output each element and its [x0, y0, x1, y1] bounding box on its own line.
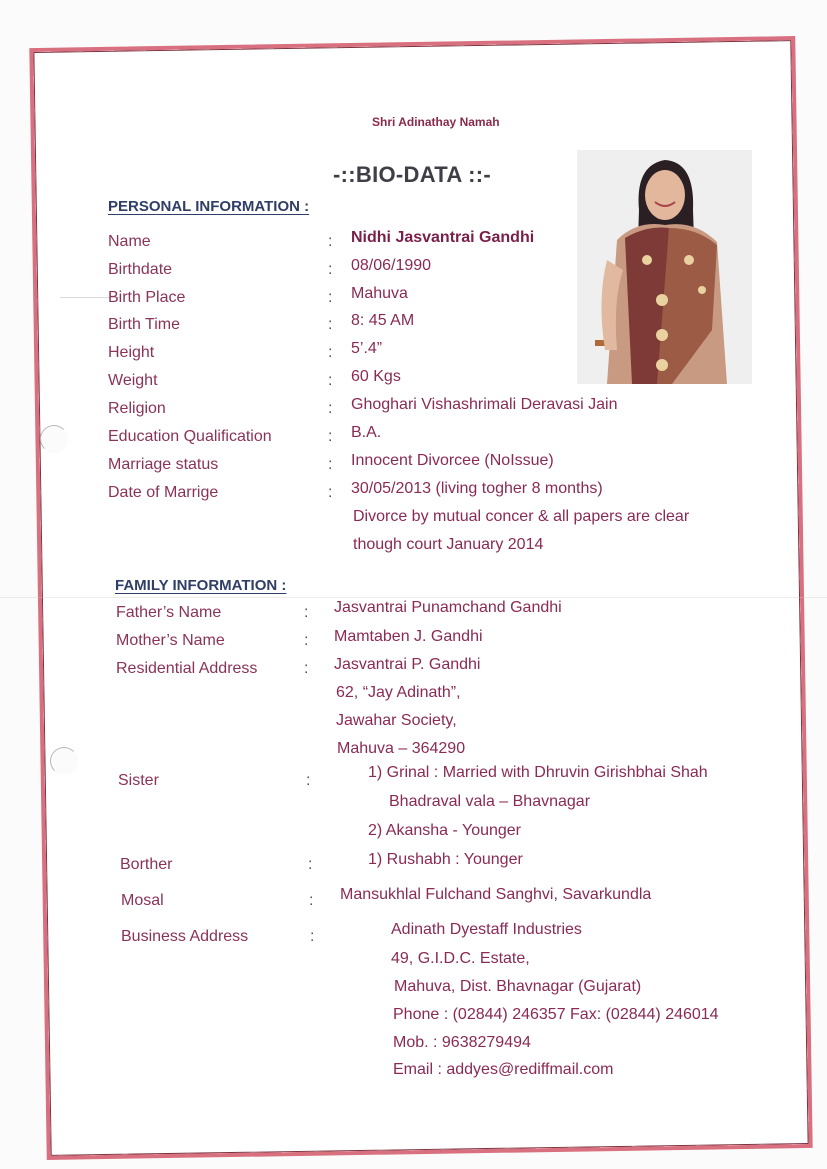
- father-name-colon: :: [304, 604, 309, 621]
- residential-address-label: Residential Address: [116, 660, 258, 677]
- personal-info-heading: PERSONAL INFORMATION :: [108, 198, 310, 215]
- personal-field-label: Name: [108, 233, 151, 250]
- personal-field-label: Birth Time: [108, 316, 181, 333]
- father-name-label: Father’s Name: [116, 604, 222, 621]
- personal-field-colon: :: [328, 484, 333, 501]
- personal-field-colon: :: [328, 456, 333, 473]
- portrait-photo: [577, 150, 752, 384]
- personal-field-value: 08/06/1990: [351, 257, 432, 274]
- personal-field-value: Mahuva: [351, 285, 408, 302]
- personal-field-colon: :: [328, 289, 333, 306]
- business-phone-line: Phone : (02844) 246357 Fax: (02844) 246014: [393, 1006, 719, 1023]
- page-title: -::BIO-DATA ::-: [333, 162, 492, 187]
- personal-field-colon: :: [328, 344, 333, 361]
- personal-field-value: 5’.4”: [351, 340, 383, 357]
- father-name-value: Jasvantrai Punamchand Gandhi: [334, 599, 562, 616]
- business-address-line: Mahuva, Dist. Bhavnagar (Gujarat): [394, 978, 642, 995]
- personal-field-label: Marriage status: [108, 456, 219, 473]
- personal-field-colon: :: [328, 316, 333, 333]
- business-address-label: Business Address: [121, 928, 249, 945]
- mosal-label: Mosal: [121, 892, 164, 909]
- mosal-value: Mansukhlal Fulchand Sanghvi, Savarkundla: [340, 886, 652, 903]
- paper-crease: [0, 597, 827, 598]
- family-info-heading: FAMILY INFORMATION :: [115, 577, 287, 594]
- personal-field-value: 8: 45 AM: [351, 312, 415, 329]
- personal-field-label: Birthdate: [108, 261, 173, 278]
- personal-field-colon: :: [328, 261, 333, 278]
- business-email-line: Email : addyes@rediffmail.com: [393, 1061, 614, 1078]
- personal-field-colon: :: [328, 372, 333, 389]
- personal-field-value-extra: Divorce by mutual concer & all papers are clear: [353, 508, 690, 525]
- personal-field-colon: :: [328, 233, 333, 250]
- residential-address-line: 62, “Jay Adinath”,: [336, 684, 461, 701]
- personal-field-label: Education Qualification: [108, 428, 272, 445]
- personal-field-label: Weight: [108, 372, 158, 389]
- business-address-line: Adinath Dyestaff Industries: [391, 921, 582, 938]
- sister-line: 2) Akansha - Younger: [368, 822, 522, 839]
- personal-field-colon: :: [328, 400, 333, 417]
- personal-field-value-extra: though court January 2014: [353, 536, 544, 553]
- residential-address-line: Mahuva – 364290: [337, 740, 466, 757]
- personal-field-label: Religion: [108, 400, 166, 417]
- portrait-photo-icon: [577, 150, 752, 384]
- personal-field-value: B.A.: [351, 424, 382, 441]
- personal-field-label: Height: [108, 344, 155, 361]
- business-address-colon: :: [310, 928, 315, 945]
- personal-field-colon: :: [328, 428, 333, 445]
- brother-line: 1) Rushabh : Younger: [368, 851, 523, 868]
- mother-name-value: Mamtaben J. Gandhi: [334, 628, 483, 645]
- invocation-text: Shri Adinathay Namah: [372, 115, 500, 129]
- personal-field-value: 60 Kgs: [351, 368, 401, 385]
- personal-field-label: Date of Marrige: [108, 484, 219, 501]
- business-address-line: 49, G.I.D.C. Estate,: [391, 950, 530, 967]
- punch-hole: [40, 425, 68, 453]
- sister-line: 1) Grinal : Married with Dhruvin Girishbhai Shah: [368, 764, 708, 781]
- personal-field-label: Birth Place: [108, 289, 186, 306]
- residential-address-line: Jawahar Society,: [336, 712, 457, 729]
- mosal-colon: :: [309, 892, 314, 909]
- residential-address-line: Jasvantrai P. Gandhi: [334, 656, 481, 673]
- sister-line: Bhadraval vala – Bhavnagar: [389, 793, 591, 810]
- personal-field-value: Innocent Divorcee (NoIssue): [351, 452, 554, 469]
- brother-label: Borther: [120, 856, 173, 873]
- personal-field-value: Ghoghari Vishashrimali Deravasi Jain: [351, 396, 618, 413]
- mother-name-colon: :: [304, 632, 309, 649]
- punch-hole: [50, 747, 78, 775]
- personal-field-value: 30/05/2013 (living togher 8 months): [351, 480, 603, 497]
- brother-colon: :: [308, 856, 313, 873]
- personal-field-value: Nidhi Jasvantrai Gandhi: [351, 229, 535, 246]
- sister-label: Sister: [118, 772, 159, 789]
- business-mobile-line: Mob. : 9638279494: [393, 1034, 531, 1051]
- sister-colon: :: [306, 772, 311, 789]
- mother-name-label: Mother’s Name: [116, 632, 225, 649]
- residential-address-colon: :: [304, 660, 309, 677]
